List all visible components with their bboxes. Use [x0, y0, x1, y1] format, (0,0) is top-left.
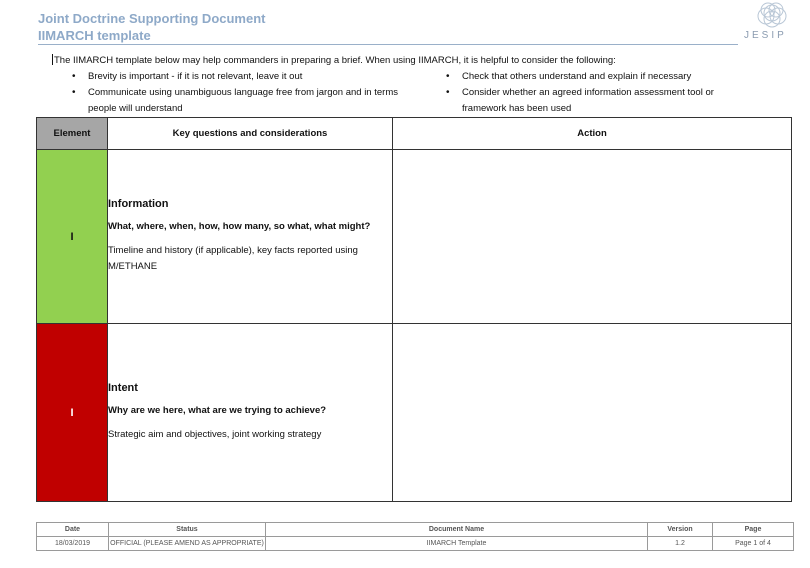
footer-date-label: Date [37, 523, 109, 537]
footer-document-name-label: Document Name [266, 523, 648, 537]
row-question: What, where, when, how, how many, so what, what might? [108, 221, 371, 232]
footer-version-value: 1.2 [648, 537, 713, 551]
row-question: Why are we here, what are we trying to achieve? [108, 405, 327, 416]
jesip-logo-icon [752, 0, 792, 32]
list-item: • Communicate using unambiguous language free from jargon and in terms people will understand [72, 85, 402, 117]
header-divider [38, 44, 738, 45]
row-detail: Strategic aim and objectives, joint working strategy [108, 429, 322, 440]
list-item: • Brevity is important - if it is not relevant, leave it out [72, 69, 402, 85]
footer-header-row [37, 523, 794, 537]
bullet-list-left [72, 69, 402, 117]
jesip-logo [744, 0, 800, 44]
column-header-key-questions: Key questions and considerations [108, 118, 393, 150]
footer-page-label: Page [713, 523, 794, 537]
element-cell-intent: I [37, 324, 108, 502]
iimarch-table [36, 117, 792, 502]
action-cell-information[interactable] [393, 150, 792, 324]
column-header-action: Action [393, 118, 792, 150]
footer-status-label: Status [109, 523, 266, 537]
intro-paragraph [52, 54, 616, 68]
text-cursor [52, 54, 53, 65]
document-title: Joint Doctrine Supporting Document [38, 11, 266, 26]
footer-document-name-value: IIMARCH Template [266, 537, 648, 551]
footer-status-value: OFFICIAL (PLEASE AMEND AS APPROPRIATE) [109, 537, 266, 551]
footer-version-label: Version [648, 523, 713, 537]
document-subtitle: IIMARCH template [38, 28, 151, 43]
table-header-row [37, 118, 792, 150]
column-header-element: Element [37, 118, 108, 150]
key-questions-cell-information [108, 150, 393, 324]
bullet-list-right [446, 69, 746, 117]
action-cell-intent[interactable] [393, 324, 792, 502]
row-heading: Intent [108, 382, 138, 394]
list-item: • Consider whether an agreed information assessment tool or framework has been used [446, 85, 746, 117]
intro-text: The IIMARCH template below may help commanders in preparing a brief. When using IIMARCH, it is helpful to consider the following: [54, 55, 616, 66]
row-heading: Information [108, 198, 169, 210]
footer-date-value: 18/03/2019 [37, 537, 109, 551]
logo-text: JESIP [744, 30, 787, 41]
table-row-intent [37, 324, 792, 502]
list-item: • Check that others understand and explain if necessary [446, 69, 746, 85]
table-row-information [37, 150, 792, 324]
key-questions-cell-intent [108, 324, 393, 502]
footer-value-row [37, 537, 794, 551]
row-detail: Timeline and history (if applicable), key facts reported using M/ETHANE [108, 245, 358, 272]
document-footer [36, 522, 794, 551]
element-cell-information: I [37, 150, 108, 324]
footer-page-value: Page 1 of 4 [713, 537, 794, 551]
